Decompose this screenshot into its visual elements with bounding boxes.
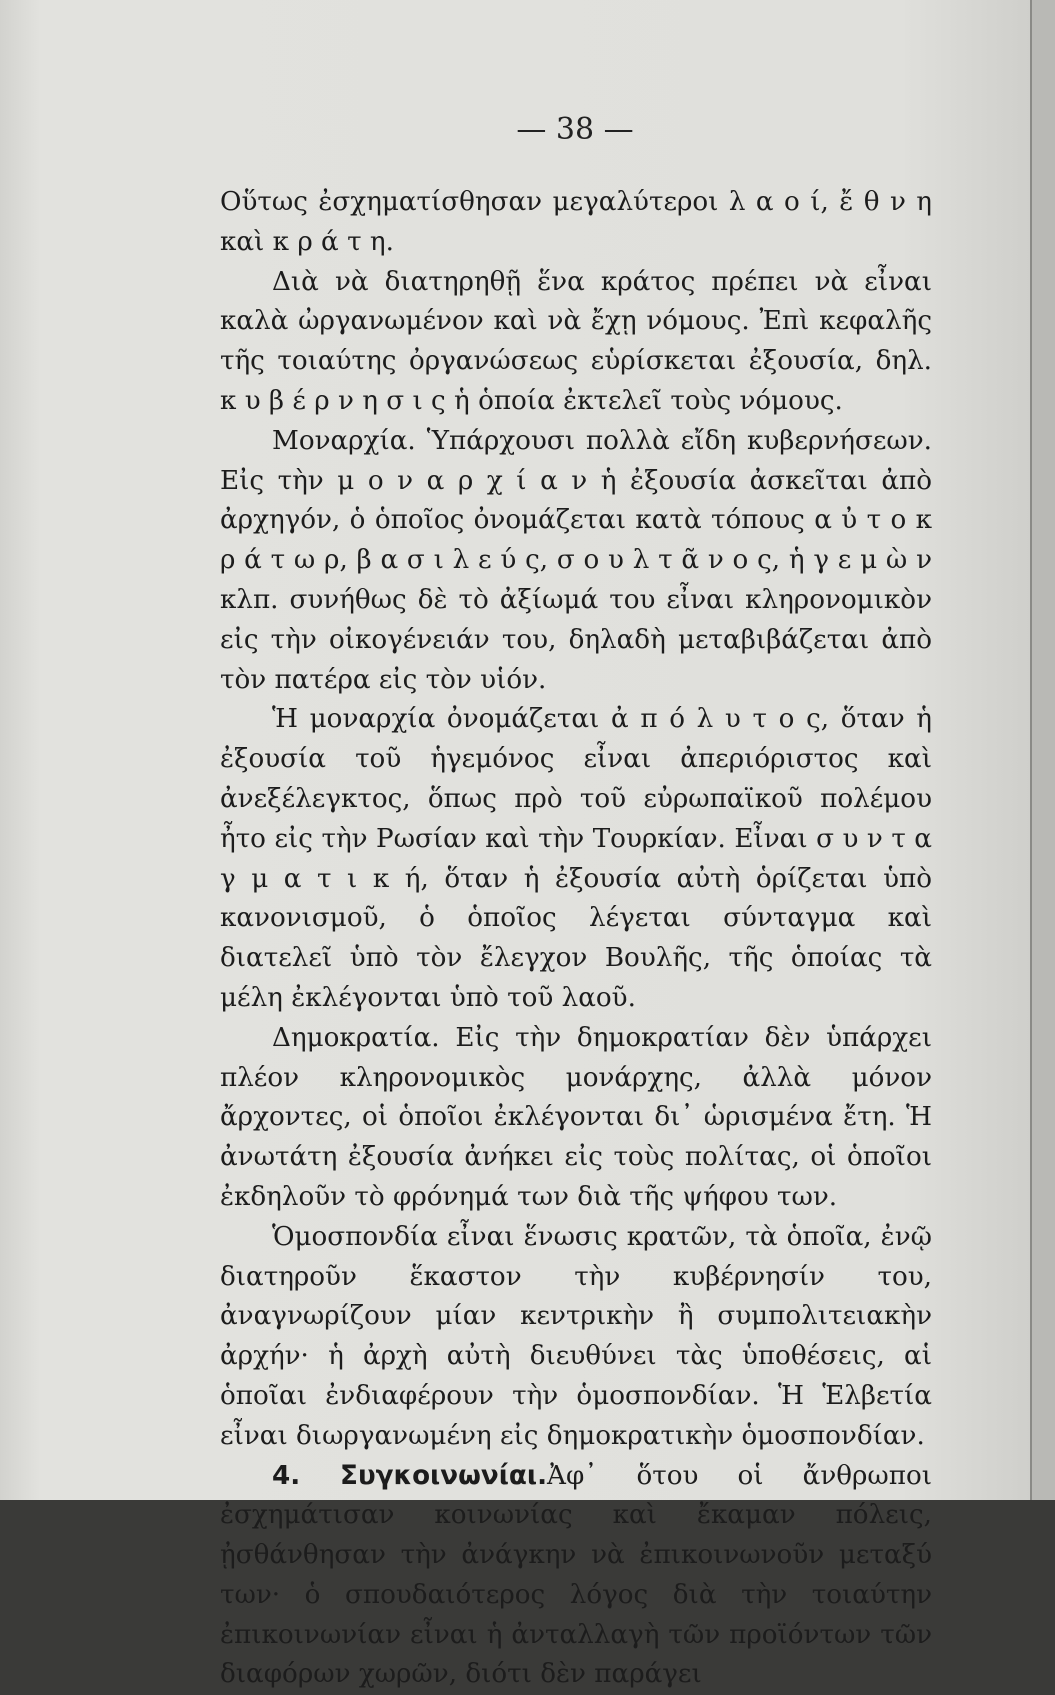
paragraph-heading: Μοναρχία. [272,426,416,456]
paragraph-4 [220,700,932,1018]
paragraph-text: Ἀφ᾽ ὅτου οἱ ἄνθρωποι ἐσχημάτισαν κοινωνίας καὶ ἔκαμαν πόλεις, ᾐσθάνθησαν τὴν ἀνάγκην νὰ ἐπικοινωνοῦν μεταξύ των· ὁ σπουδαιότερος λόγος διὰ τὴν τοιαύτην ἐπικοινωνίαν εἶναι ἡ ἀνταλλαγὴ τῶν προϊόντων τῶν διαφόρων χωρῶν, διότι δὲν παράγει [220,1461,932,1690]
paragraph-text: Ἡ μοναρχία ὀνομάζεται ἀ π ό λ υ τ ο ς, ὅταν ἡ ἐξουσία τοῦ ἡγεμόνος εἶναι ἀπεριόριστος καὶ ἀνεξέλεγκτος, ὅπως πρὸ τοῦ εὐρωπαϊκοῦ πολέμου ἦτο εἰς τὴν Ρωσίαν καὶ τὴν Τουρκίαν. Εἶναι σ υ ν τ α γ μ α τ ι κ ή, ὅταν ἡ ἐξουσία αὐτὴ ὁρίζεται ὑπὸ κανονισμοῦ, ὁ ὁποῖος λέγεται σύνταγμα καὶ διατελεῖ ὑπὸ τὸν ἔλεγχον Βουλῆς, τῆς ὁποίας τὰ μέλη ἐκλέγονται ὑπὸ τοῦ λαοῦ. [220,704,932,1013]
page-number: — 38 — [0,112,1055,147]
adjacent-page-edge [1030,0,1055,1500]
paragraph-text: Διὰ νὰ διατηρηθῇ ἕνα κράτος πρέπει νὰ εἶναι καλὰ ὠργανωμένον καὶ νὰ ἔχῃ νόμους. Ἐπὶ κεφαλῆς τῆς τοιαύτης ὀργανώσεως εὑρίσκεται ἐξουσία, δηλ. κ υ β έ ρ ν η σ ι ς ἡ ὁποία ἐκτελεῖ τοὺς νόμους. [220,267,932,416]
body-text [220,183,932,1695]
paragraph-1 [220,183,932,263]
paragraph-communications [220,1457,932,1695]
paragraph-text: Εἰς τὴν δημοκρατίαν δὲν ὑπάρχει πλέον κληρονομικὸς μονάρχης, ἀλλὰ μόνον ἄρχοντες, οἱ ὁποῖοι ἐκλέγονται δι᾽ ὡρισμένα ἔτη. Ἡ ἀνωτάτη ἐξουσία ἀνήκει εἰς τοὺς πολίτας, οἱ ὁποῖοι ἐκδηλοῦν τὸ φρόνημά των διὰ τῆς ψήφου των. [220,1023,932,1212]
section-heading: 4. Συγκοινωνίαι. [272,1461,547,1491]
paragraph-monarchy [220,422,932,701]
paragraph-2 [220,263,932,422]
paragraph-heading: Δημοκρατία. [272,1023,440,1053]
paragraph-federation [220,1218,932,1457]
paragraph-text: Οὕτως ἐσχηματίσθησαν μεγαλύτεροι λ α ο ί, ἔ θ ν η καὶ κ ρ ά τ η. [220,187,932,257]
paragraph-democracy [220,1019,932,1218]
paragraph-text: Ὁμοσπονδία εἶναι ἕνωσις κρατῶν, τὰ ὁποῖα, ἐνῷ διατηροῦν ἕκαστον τὴν κυβέρνησίν του, ἀναγνωρίζουν μίαν κεντρικὴν ἢ συμπολιτειακὴν ἀρχήν· ἡ ἀρχὴ αὐτὴ διευθύνει τὰς ὑποθέσεις, αἱ ὁποῖαι ἐνδιαφέρουν τὴν ὁμοσπονδίαν. Ἡ Ἑλβετία εἶναι διωργανωμένη εἰς δημοκρατικὴν ὁμοσπονδίαν. [220,1222,932,1451]
paragraph-text: Ὑπάρχουσι πολλὰ εἴδη κυβερνήσεων. Εἰς τὴν μ ο ν α ρ χ ί α ν ἡ ἐξουσία ἀσκεῖται ἀπὸ ἀρχηγόν, ὁ ὁποῖος ὀνομάζεται κατὰ τόπους α ὐ τ ο κ ρ ά τ ω ρ, β α σ ι λ ε ύ ς, σ ο υ λ τ ᾶ ν ο ς, ἡ γ ε μ ὼ ν κλπ. συνήθως δὲ τὸ ἀξίωμά του εἶναι κληρονομικὸν εἰς τὴν οἰκογένειάν του, δηλαδὴ μεταβιβάζεται ἀπὸ τὸν πατέρα εἰς τὸν υἱόν. [220,426,932,695]
